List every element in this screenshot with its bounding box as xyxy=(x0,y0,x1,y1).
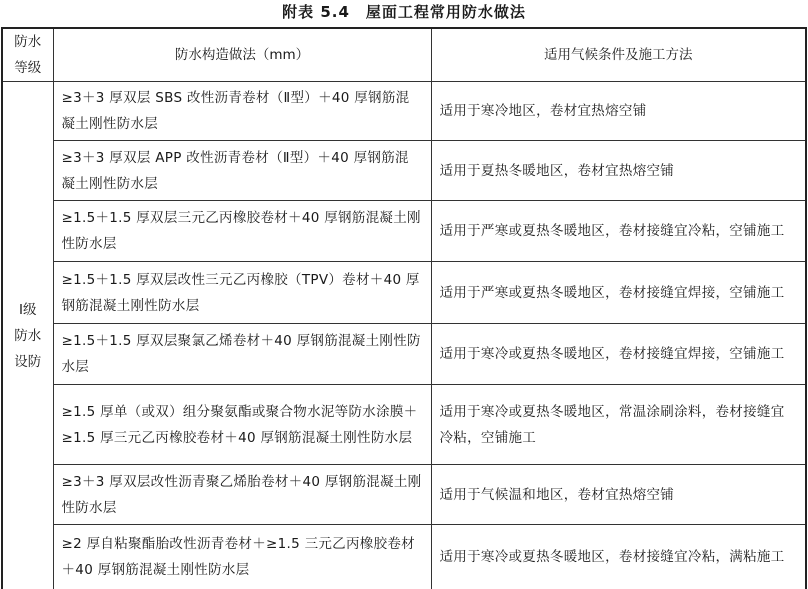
table-row xyxy=(2,385,806,465)
table-row xyxy=(2,525,806,589)
table-row xyxy=(2,201,806,262)
method-cell: ≥1.5＋1.5 厚双层聚氯乙烯卷材＋40 厚钢筋混凝土刚性防水层 xyxy=(53,324,431,385)
header-grade-line1: 防水 xyxy=(14,34,42,50)
climate-cell: 适用于寒冷或夏热冬暖地区，卷材接缝宜焊接，空铺施工 xyxy=(431,324,806,385)
method-cell: ≥3＋3 厚双层改性沥青聚乙烯胎卷材＋40 厚钢筋混凝土刚性防水层 xyxy=(53,465,431,525)
climate-cell: 适用于寒冷或夏热冬暖地区，卷材接缝宜冷粘，满粘施工 xyxy=(431,525,806,589)
method-cell: ≥2 厚自粘聚酯胎改性沥青卷材＋≥1.5 三元乙丙橡胶卷材＋40 厚钢筋混凝土刚性防水层 xyxy=(53,525,431,589)
climate-cell: 适用于严寒或夏热冬暖地区，卷材接缝宜冷粘，空铺施工 xyxy=(431,201,806,262)
header-grade xyxy=(2,28,53,82)
grade-level-cell xyxy=(2,82,53,589)
climate-cell: 适用于严寒或夏热冬暖地区，卷材接缝宜焊接，空铺施工 xyxy=(431,262,806,324)
table-row xyxy=(2,324,806,385)
climate-cell: 适用于夏热冬暖地区，卷材宜热熔空铺 xyxy=(431,141,806,201)
grade-line3: 设防 xyxy=(14,353,42,370)
climate-cell: 适用于寒冷地区，卷材宜热熔空铺 xyxy=(431,82,806,141)
table-header-row xyxy=(2,28,806,82)
grade-line2: 防水 xyxy=(14,327,42,344)
table-row xyxy=(2,262,806,324)
header-grade-line2: 等级 xyxy=(14,60,42,76)
method-cell: ≥3＋3 厚双层 APP 改性沥青卷材（Ⅱ型）＋40 厚钢筋混凝土刚性防水层 xyxy=(53,141,431,201)
table-title: 附表 5.4 屋面工程常用防水做法 xyxy=(282,3,526,21)
table-row xyxy=(2,141,806,201)
method-cell: ≥1.5＋1.5 厚双层改性三元乙丙橡胶（TPV）卷材＋40 厚钢筋混凝土刚性防水层 xyxy=(53,262,431,324)
climate-cell: 适用于气候温和地区，卷材宜热熔空铺 xyxy=(431,465,806,525)
header-method: 防水构造做法（mm） xyxy=(53,28,431,82)
method-cell: ≥1.5＋1.5 厚双层三元乙丙橡胶卷材＋40 厚钢筋混凝土刚性防水层 xyxy=(53,201,431,262)
method-cell: ≥1.5 厚单（或双）组分聚氨酯或聚合物水泥等防水涂膜＋≥1.5 厚三元乙丙橡胶卷材＋40 厚钢筋混凝土刚性防水层 xyxy=(53,385,431,465)
header-climate: 适用气候条件及施工方法 xyxy=(431,28,806,82)
climate-cell: 适用于寒冷或夏热冬暖地区，常温涂刷涂料，卷材接缝宜冷粘，空铺施工 xyxy=(431,385,806,465)
table-row xyxy=(2,465,806,525)
method-cell: ≥3＋3 厚双层 SBS 改性沥青卷材（Ⅱ型）＋40 厚钢筋混凝土刚性防水层 xyxy=(53,82,431,141)
waterproofing-table xyxy=(1,27,807,589)
grade-line1: Ⅰ级 xyxy=(19,301,37,318)
table-row xyxy=(2,82,806,141)
